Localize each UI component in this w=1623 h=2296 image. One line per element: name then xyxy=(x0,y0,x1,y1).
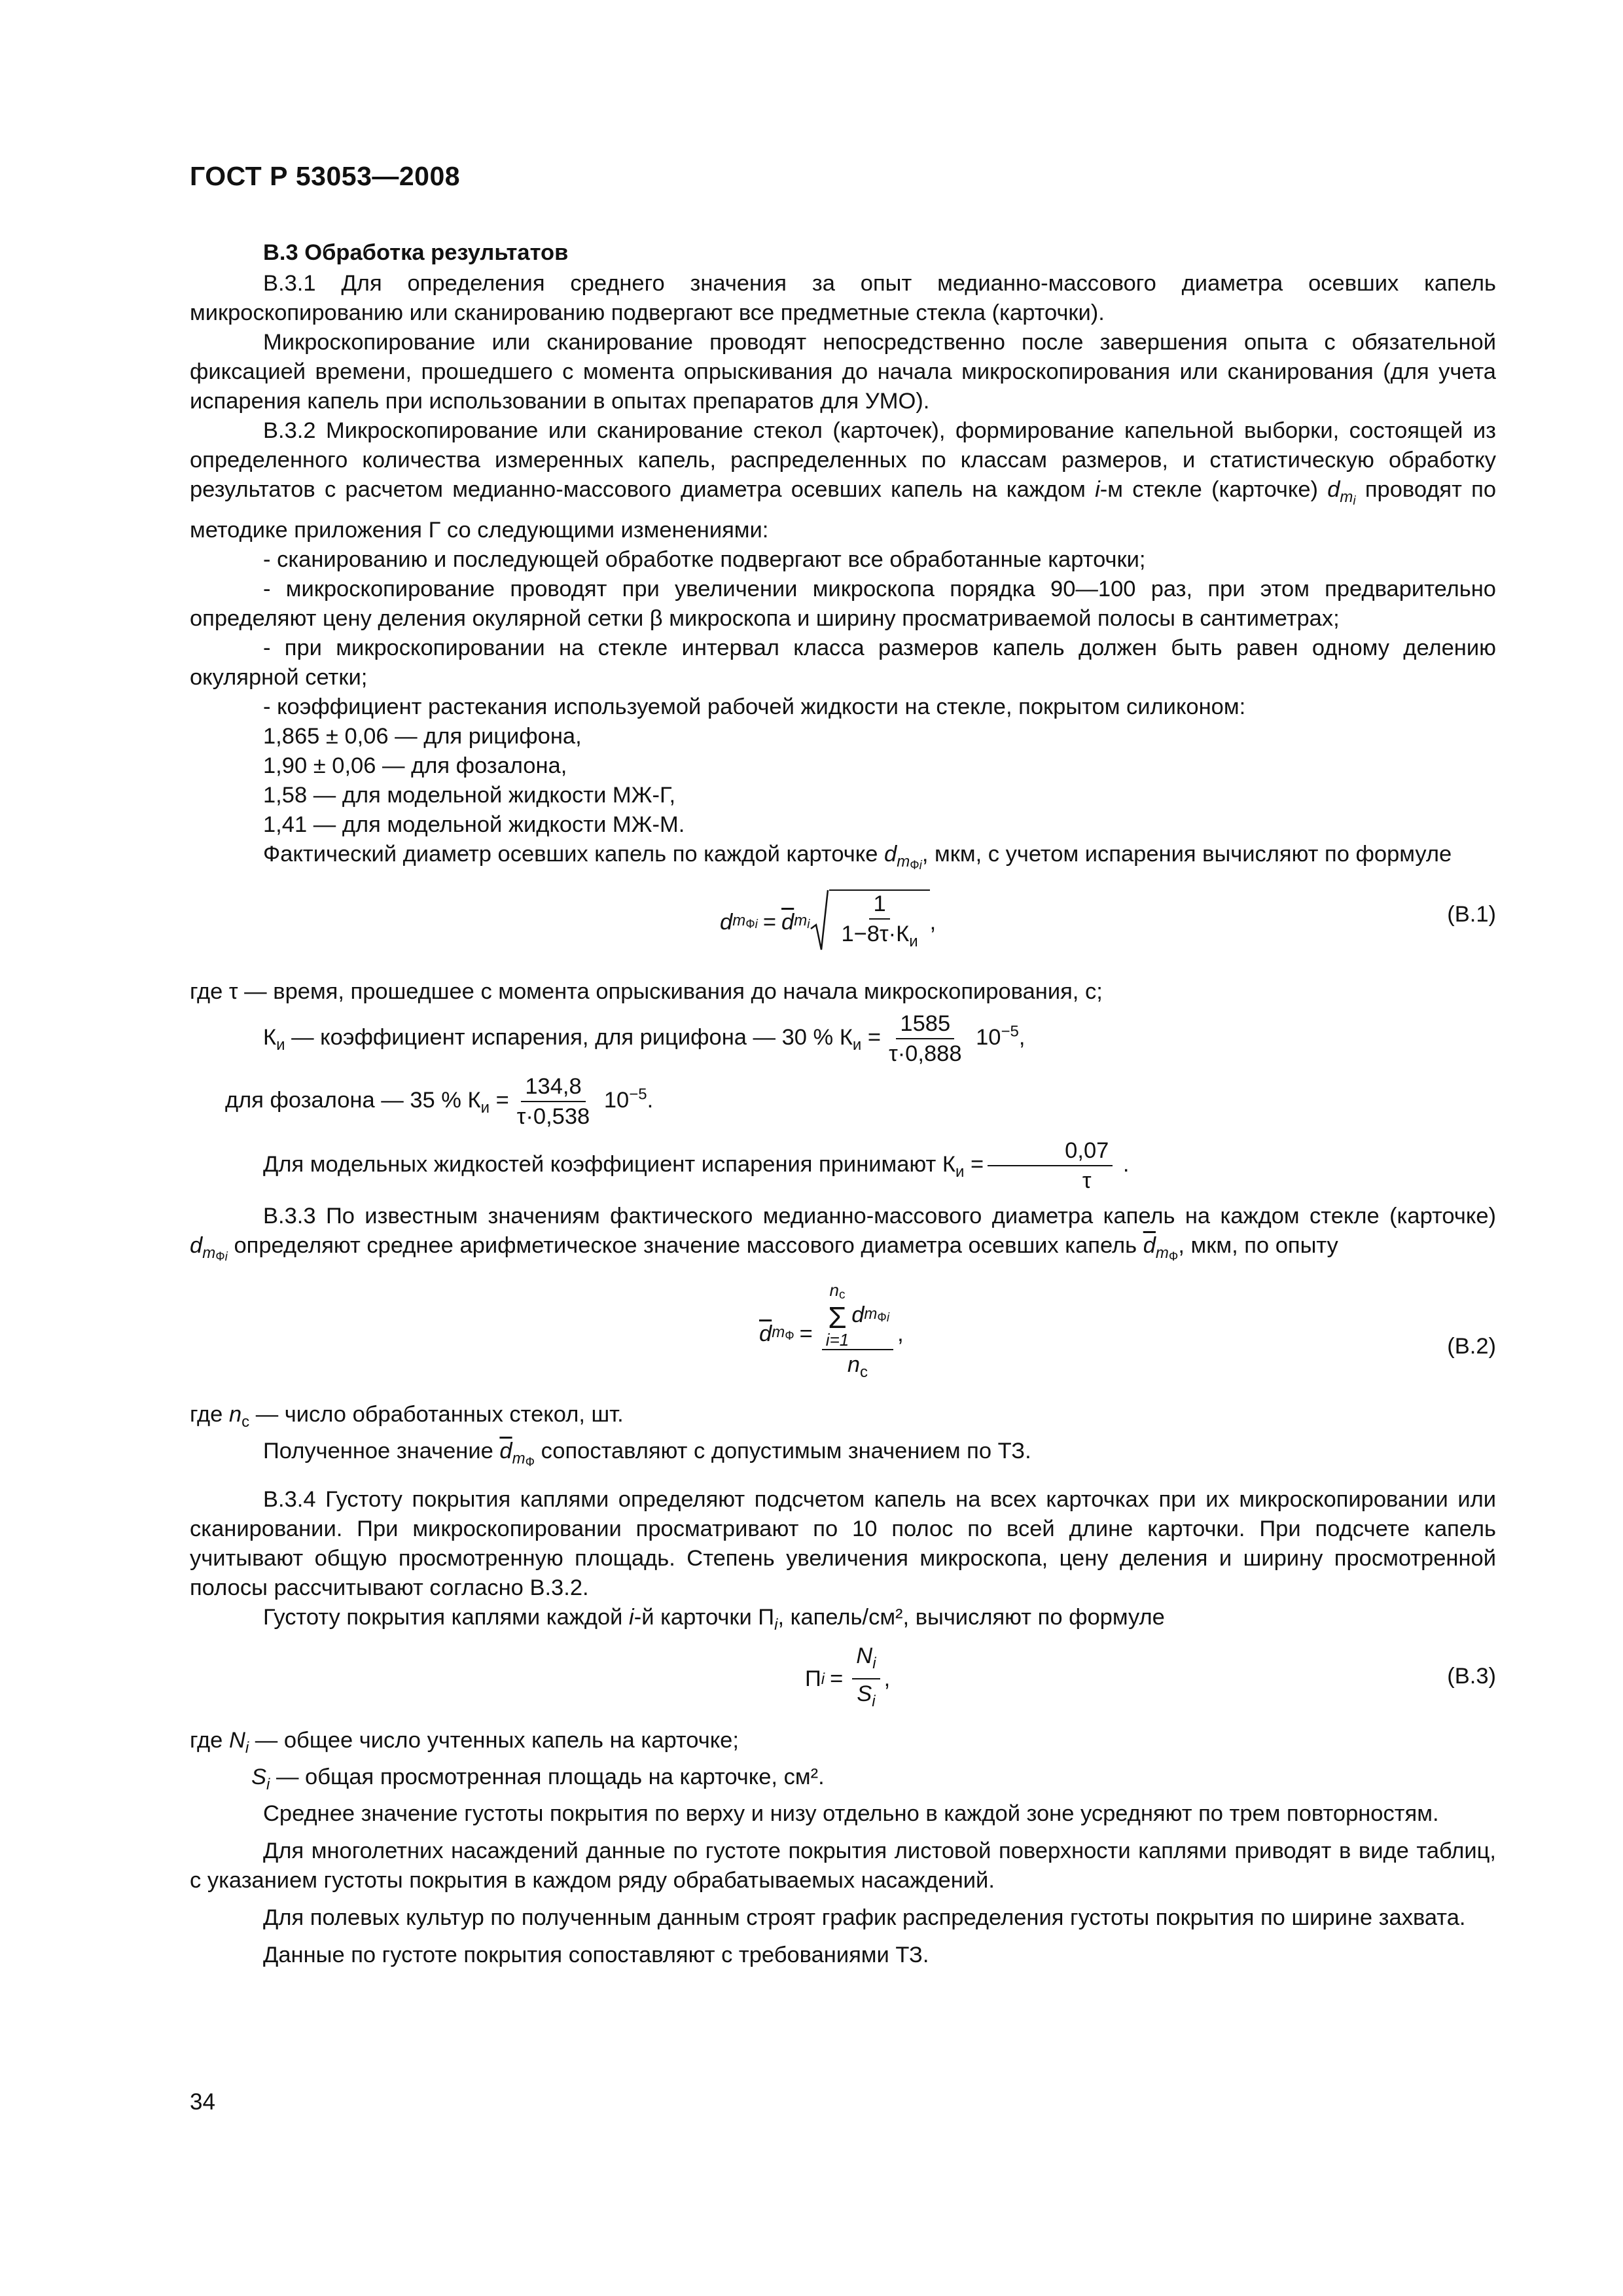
paragraph-b31: В.3.1 Для определения среднего значения за опыт медианно-массового диаметра осевших капель микроскопированию или сканированию подвергают все предметные стекла (карточки). xyxy=(190,271,1496,325)
list-item: - коэффициент растекания используемой рабочей жидкости на стекле, покрытом силиконом: xyxy=(263,694,1246,719)
density-formula-intro: Густоту покрытия каплями каждой i-й карточки $П_i$, капель/см², вычисляют по формуле xyxy=(263,1605,1165,1634)
formula-b2-expression: $\overline{d}$ $m_Ф$ = $n_с$ Σ i=1 d $m_{Фi}$ $n_с$ , xyxy=(759,1280,904,1381)
section-title: В.3 Обработка результатов xyxy=(263,240,569,265)
where-tau: где τ — время, прошедшее с момента опрыскивания до начала микроскопирования, с; xyxy=(190,979,1103,1004)
paragraph-field-crops: Для полевых культур по полученным данным строят график распределения густоты покрытия по ширине захвата. xyxy=(263,1905,1466,1930)
sum-sign: $n_с$ Σ i=1 xyxy=(825,1280,849,1350)
coefficient-line: 1,41 — для модельной жидкости МЖ-М. xyxy=(263,812,685,837)
coefficient-line: 1,58 — для модельной жидкости МЖ-Г, xyxy=(263,783,676,808)
formula-intro: Фактический диаметр осевших капель по каждой карточке $d_{m_{Фi}}$, мкм, с учетом испарения вычисляют по формуле xyxy=(263,842,1452,872)
page-number: 34 xyxy=(190,2089,215,2115)
paragraph-microscopy-timing: Микроскопирование или сканирование проводят непосредственно после завершения опыта с обязательной фиксацией времени, прошедшего с момента опрыскивания до начала микроскопирования или сканирования (для учета испарения капель при использовании в опытах препаратов для УМО). xyxy=(190,330,1496,414)
formula-number: (В.2) xyxy=(1447,1334,1496,1359)
paragraph-average-density: Среднее значение густоты покрытия по верху и низу отдельно в каждой зоне усредняют по трем повторностям. xyxy=(263,1801,1439,1826)
formula-b2 xyxy=(190,1272,1496,1390)
list-item: - при микроскопировании на стекле интервал класса размеров капель должен быть равен одному делению окулярной сетки; xyxy=(190,636,1496,690)
paragraph-compare-tz: Данные по густоте покрытия сопоставляют с требованиями ТЗ. xyxy=(263,1943,929,1967)
paragraph-perennial: Для многолетних насаждений данные по густоте покрытия листовой поверхности каплями приводят в виде таблиц, с указанием густоты покрытия в каждом ряду обрабатываемых насаждений. xyxy=(190,1839,1496,1893)
list-item: - сканированию и последующей обработке подвергают все обработанные карточки; xyxy=(263,547,1146,572)
coefficient-ki-model: Для модельных жидкостей коэффициент испарения принимают $К_и$ = $\frac{0,07}{\tau}$ . xyxy=(263,1138,1130,1193)
formula-b1 xyxy=(190,880,1496,964)
square-root: $\frac{1}{1-8\tau\cdot К_и}$ xyxy=(810,889,929,955)
coefficient-line: 1,865 ± 0,06 — для рицифона, xyxy=(263,724,582,749)
formula-number: (В.3) xyxy=(1447,1664,1496,1689)
document-body xyxy=(190,238,1496,1970)
document-code: ГОСТ Р 53053—2008 xyxy=(190,161,461,191)
obtained-value: Полученное значение $\overline{d}_{m_Ф}$ сопоставляют с допустимым значением по ТЗ. xyxy=(263,1439,1031,1469)
coefficient-ki-rycifon: $К_и$ — коэффициент испарения, для рицифона — 30 % $К_и$ = $\frac{1585}{\tau\cdot 0,888}$ $10^{-5}$, xyxy=(263,1011,1026,1066)
paragraph-b33: В.3.3 По известным значениям фактического медианно-массового диаметра капель на каждом стекле (карточке) $d_{m_{Фi}}$ определяют среднее арифметическое значение массового диаметра осевших капель $\overline{d}_{m_Ф}$, мкм, по опыту xyxy=(190,1204,1496,1264)
formula-number: (В.1) xyxy=(1447,902,1496,927)
formula-b1-expression: d $m_{Фi}$ = $\overline{d}$ $m_i$ $\frac{1}{1-8\tau\cdot К_и}$ , xyxy=(720,889,936,955)
paragraph-b32: В.3.2 Микроскопирование или сканирование стекол (карточек), формирование капельной выборки, состоящей из определенного количества измеренных капель, распределенных по классам размеров, и статистическую обработку результатов с расчетом медианно-массового диаметра осевших капель на каждом i-м стекле (карточке) $d_{m_i}$ проводят по методике приложения Г со следующими изменениями: xyxy=(190,418,1497,543)
where-nc: где $n_с$ — число обработанных стекол, шт. xyxy=(190,1402,624,1431)
formula-b3 xyxy=(190,1640,1496,1718)
coefficient-ki-fozalon: для фозалона — 35 % $К_и$ = $\frac{134,8}{\tau\cdot 0,538}$ $10^{-5}$. xyxy=(225,1074,654,1129)
paragraph-b34: В.3.4 Густоту покрытия каплями определяют подсчетом капель на всех карточках при их микроскопировании или сканировании. При микроскопировании просматривают по 10 полос по всей длине карточки. При подсчете капель учитывают общую просмотренную площадь. Степень увеличения микроскопа, цену деления и ширину просмотренной полосы рассчитывают согласно В.3.2. xyxy=(190,1487,1496,1600)
where-ni: где $N_i$ — общее число учтенных капель на карточке; xyxy=(190,1728,739,1757)
list-item: - микроскопирование проводят при увеличении микроскопа порядка 90—100 раз, при этом предварительно определяют цену деления окулярной сетки β микроскопа и ширину просматриваемой полосы в сантиметрах; xyxy=(190,577,1496,631)
formula-b3-expression: П i = $\frac{N_i}{S_i}$ , xyxy=(805,1643,891,1710)
coefficient-line: 1,90 ± 0,06 — для фозалона, xyxy=(263,753,567,778)
where-si: $S_i$ — общая просмотренная площадь на карточке, см². xyxy=(251,1765,825,1793)
